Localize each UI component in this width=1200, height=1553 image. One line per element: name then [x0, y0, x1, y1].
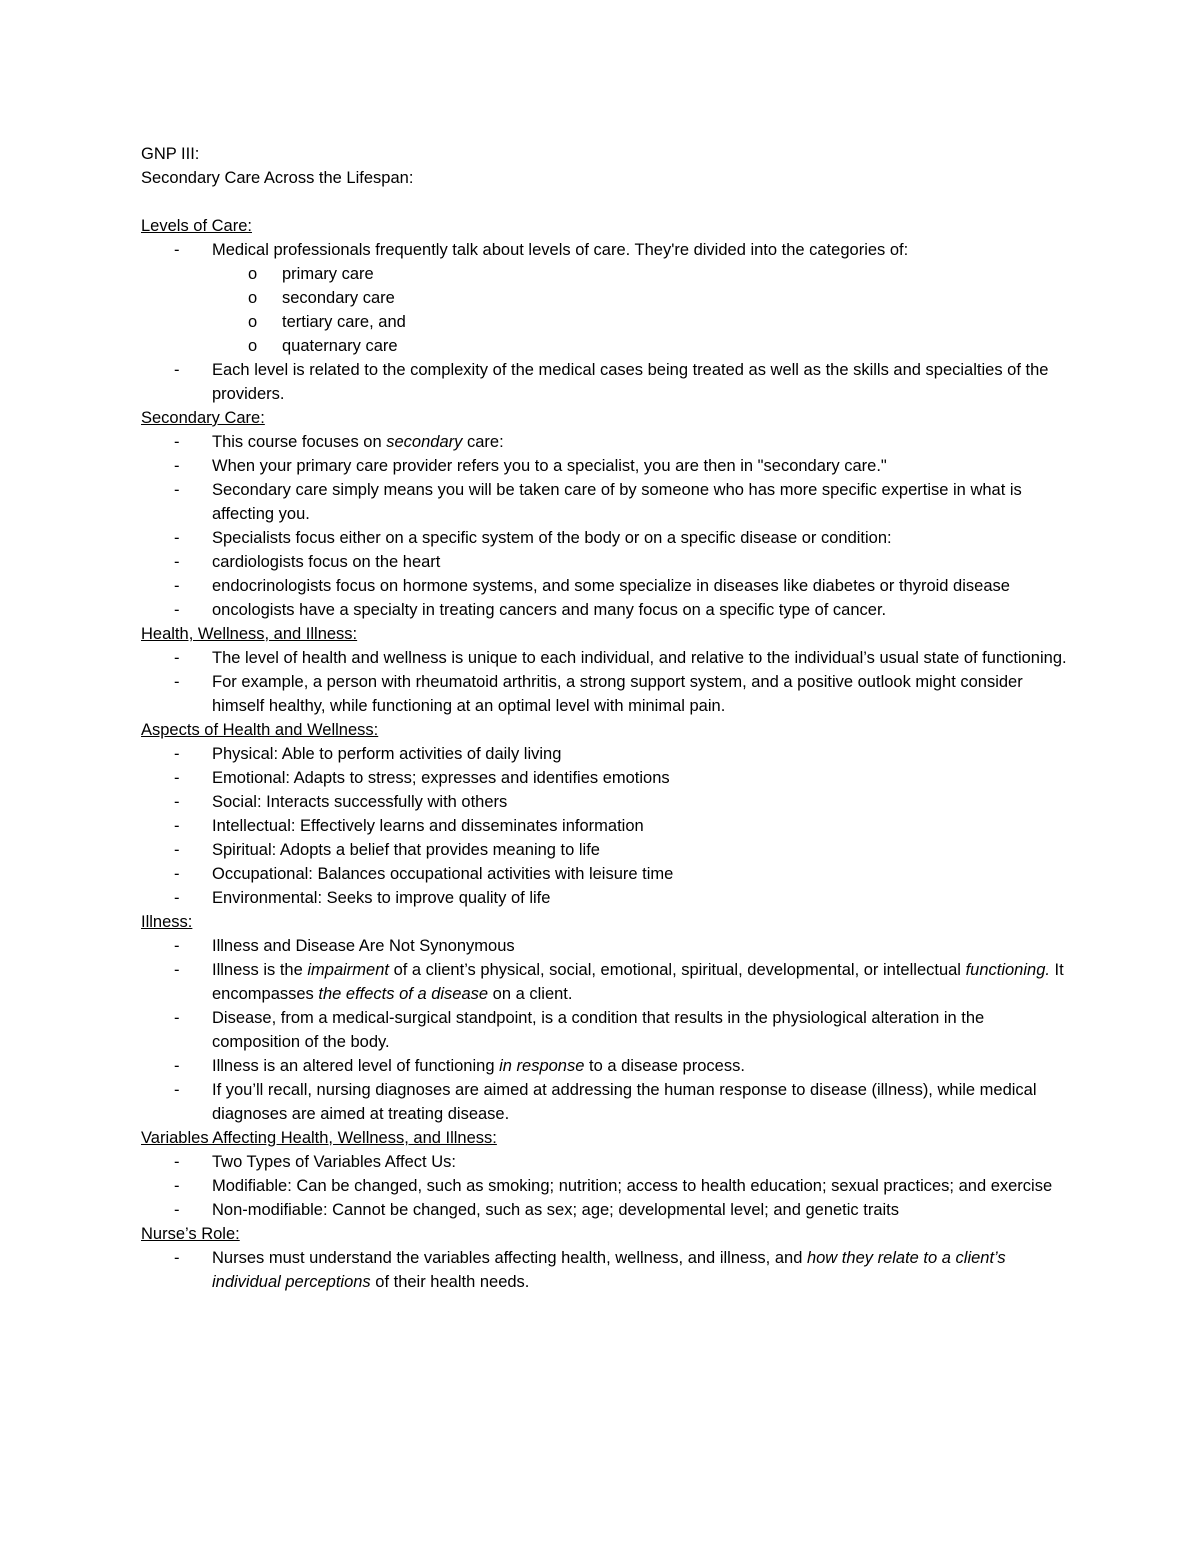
dash-bullet-icon: -: [174, 673, 180, 691]
list-item: [141, 934, 1071, 958]
sub-list-item: [141, 262, 1071, 286]
list-item: [141, 598, 1071, 622]
sub-list-item-text: tertiary care, and: [282, 313, 406, 331]
text-run: Illness is the: [212, 961, 308, 979]
italic-text: the effects of a disease: [318, 985, 489, 1003]
dash-bullet-icon: -: [174, 553, 180, 571]
list-item: [141, 886, 1071, 910]
list-item: [141, 766, 1071, 790]
text-run: to a disease process.: [584, 1057, 745, 1075]
dash-bullet-icon: -: [174, 457, 180, 475]
list-item-text: Secondary care simply means you will be taken care of by someone who has more specific expertise in what is affecting you.: [212, 481, 1022, 523]
list-item: [141, 574, 1071, 598]
dash-bullet-icon: -: [174, 889, 180, 907]
list-item-text: Spiritual: Adopts a belief that provides meaning to life: [212, 841, 600, 859]
dash-bullet-icon: -: [174, 1153, 180, 1171]
circle-bullet-icon: o: [248, 313, 258, 331]
list-item: [141, 454, 1071, 478]
list-item: [141, 958, 1071, 1006]
list-item-text: Social: Interacts successfully with others: [212, 793, 508, 811]
dash-bullet-icon: -: [174, 1081, 180, 1099]
list-item-text: Each level is related to the complexity of the medical cases being treated as well as the skills and specialties of the providers.: [212, 361, 1049, 403]
dash-bullet-icon: -: [174, 745, 180, 763]
circle-bullet-icon: o: [248, 289, 258, 307]
list-item-text: Occupational: Balances occupational activities with leisure time: [212, 865, 674, 883]
section-heading: Nurse’s Role:: [141, 1225, 240, 1243]
text-run: Nurses must understand the variables affecting health, wellness, and illness, and: [212, 1249, 807, 1267]
list-item-text: For example, a person with rheumatoid arthritis, a strong support system, and a positive outlook might consider himself healthy, while functioning at an optimal level with minimal pain.: [212, 673, 1023, 715]
text-run: It encompasses: [212, 961, 1064, 1003]
list-item: [141, 238, 1071, 262]
list-item-text: Emotional: Adapts to stress; expresses and identifies emotions: [212, 769, 670, 787]
dash-bullet-icon: -: [174, 793, 180, 811]
list-item-text: Environmental: Seeks to improve quality of life: [212, 889, 551, 907]
dash-bullet-icon: -: [174, 649, 180, 667]
dash-bullet-icon: -: [174, 1177, 180, 1195]
dash-bullet-icon: -: [174, 961, 180, 979]
list-item: [141, 1150, 1071, 1174]
dash-bullet-icon: -: [174, 601, 180, 619]
section-heading: Secondary Care:: [141, 409, 265, 427]
section-heading: Variables Affecting Health, Wellness, and Illness:: [141, 1129, 497, 1147]
list-item-text: Non-modifiable: Cannot be changed, such as sex; age; developmental level; and genetic traits: [212, 1201, 900, 1219]
list-item: [141, 862, 1071, 886]
section-heading: Levels of Care:: [141, 217, 252, 235]
section-heading: Health, Wellness, and Illness:: [141, 625, 358, 643]
list-item: [141, 646, 1071, 670]
sub-list-item-text: quaternary care: [282, 337, 398, 355]
text-run: Illness is an altered level of functioning: [212, 1057, 500, 1075]
list-item: [141, 838, 1071, 862]
dash-bullet-icon: -: [174, 1201, 180, 1219]
list-item-text: Physical: Able to perform activities of daily living: [212, 745, 562, 763]
list-item: [141, 1054, 1071, 1078]
list-item-text: [212, 961, 1064, 1003]
dash-bullet-icon: -: [174, 433, 180, 451]
dash-bullet-icon: -: [174, 1009, 180, 1027]
spacer: [141, 190, 1071, 214]
dash-bullet-icon: -: [174, 241, 180, 259]
italic-text: in response: [499, 1057, 585, 1075]
list-item-text: oncologists have a specialty in treating cancers and many focus on a specific type of cancer.: [212, 601, 887, 619]
dash-bullet-icon: -: [174, 1249, 180, 1267]
dash-bullet-icon: -: [174, 817, 180, 835]
list-item-text: cardiologists focus on the heart: [212, 553, 441, 571]
italic-text: secondary: [386, 433, 463, 451]
sub-list-item: [141, 310, 1071, 334]
section-heading: Aspects of Health and Wellness:: [141, 721, 379, 739]
list-item: [141, 526, 1071, 550]
list-item-text: The level of health and wellness is unique to each individual, and relative to the individual’s usual state of functioning.: [212, 649, 1067, 667]
list-item-text: Disease, from a medical-surgical standpoint, is a condition that results in the physiological alteration in the composition of the body.: [212, 1009, 985, 1051]
list-item-text: Illness and Disease Are Not Synonymous: [212, 937, 515, 955]
dash-bullet-icon: -: [174, 577, 180, 595]
list-item-text: If you’ll recall, nursing diagnoses are aimed at addressing the human response to disease (illness), while medical diagnoses are aimed at treating disease.: [212, 1081, 1037, 1123]
dash-bullet-icon: -: [174, 1057, 180, 1075]
circle-bullet-icon: o: [248, 337, 258, 355]
sub-list-item: [141, 334, 1071, 358]
list-item-text: [212, 1249, 1006, 1291]
list-item: [141, 1246, 1071, 1294]
list-item-text: Medical professionals frequently talk about levels of care. They're divided into the categories of:: [212, 241, 909, 259]
text-run: of a client’s physical, social, emotional, spiritual, developmental, or intellectual: [388, 961, 966, 979]
dash-bullet-icon: -: [174, 529, 180, 547]
list-item: [141, 1174, 1071, 1198]
list-item-text: Specialists focus either on a specific system of the body or on a specific disease or condition:: [212, 529, 892, 547]
italic-text: how they relate to a client’s individual perceptions: [212, 1249, 1006, 1291]
list-item: [141, 1078, 1071, 1126]
list-item: [141, 430, 1071, 454]
list-item: [141, 478, 1071, 526]
dash-bullet-icon: -: [174, 841, 180, 859]
italic-text: functioning.: [965, 961, 1050, 979]
dash-bullet-icon: -: [174, 361, 180, 379]
list-item-text: When your primary care provider refers you to a specialist, you are then in "secondary care.": [212, 457, 887, 475]
text-run: of their health needs.: [370, 1273, 530, 1291]
list-item-text: endocrinologists focus on hormone systems, and some specialize in diseases like diabetes or thyroid disease: [212, 577, 1010, 595]
list-item: [141, 790, 1071, 814]
text-run: on a client.: [488, 985, 573, 1003]
text-run: care:: [462, 433, 504, 451]
list-item: [141, 742, 1071, 766]
sub-list-item: [141, 286, 1071, 310]
dash-bullet-icon: -: [174, 769, 180, 787]
list-item-text: Intellectual: Effectively learns and disseminates information: [212, 817, 644, 835]
dash-bullet-icon: -: [174, 865, 180, 883]
document-page: [141, 142, 1071, 1294]
doc-title-line1: GNP III:: [141, 145, 200, 163]
section-heading: Illness:: [141, 913, 193, 931]
sub-list-item-text: primary care: [282, 265, 374, 283]
sections-container: [141, 214, 1071, 1294]
sub-list-item-text: secondary care: [282, 289, 395, 307]
list-item: [141, 670, 1071, 718]
italic-text: impairment: [307, 961, 389, 979]
text-run: This course focuses on: [212, 433, 387, 451]
list-item-text: Modifiable: Can be changed, such as smoking; nutrition; access to health education; sexual practices; and exercise: [212, 1177, 1053, 1195]
list-item: [141, 1006, 1071, 1054]
list-item: [141, 1198, 1071, 1222]
list-item-text: [212, 433, 504, 451]
dash-bullet-icon: -: [174, 937, 180, 955]
list-item: [141, 550, 1071, 574]
list-item-text: Two Types of Variables Affect Us:: [212, 1153, 456, 1171]
list-item: [141, 814, 1071, 838]
dash-bullet-icon: -: [174, 481, 180, 499]
list-item-text: [212, 1057, 745, 1075]
list-item: [141, 358, 1071, 406]
circle-bullet-icon: o: [248, 265, 258, 283]
doc-title-line2: Secondary Care Across the Lifespan:: [141, 169, 414, 187]
